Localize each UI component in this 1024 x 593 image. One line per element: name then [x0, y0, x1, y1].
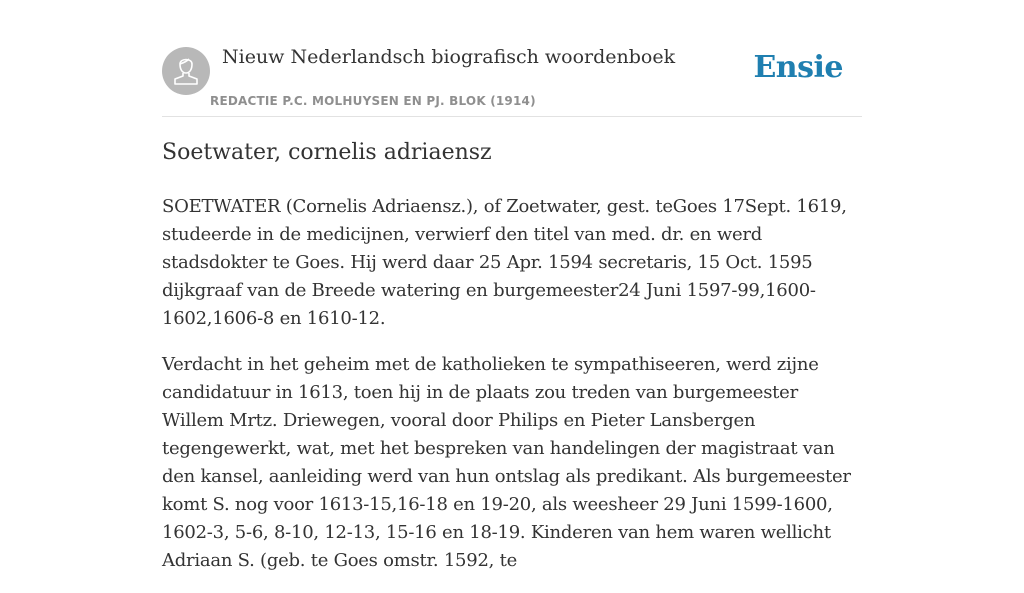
entry-body	[162, 193, 862, 593]
entry-paragraph: SOETWATER (Cornelis Adriaensz.), of Zoetwater, gest. teGoes 17Sept. 1619, studeerde in de medicijnen, verwierf den titel van med. dr. en werd stadsdokter te Goes. Hij werd daar 25 Apr. 1594 secretaris, 15 Oct. 1595 dijkgraaf van de Breede watering en burgemeester24 Juni 1597-99,1600-1602,1606-8 en 1610-12.	[162, 196, 847, 329]
avatar[interactable]	[162, 47, 210, 95]
entry-title: Soetwater, cornelis adriaensz	[162, 140, 492, 165]
book-editors: REDACTIE P.C. MOLHUYSEN EN PJ. BLOK (1914)	[210, 94, 536, 108]
user-icon	[162, 47, 210, 95]
book-title[interactable]: Nieuw Nederlandsch biografisch woordenboek	[222, 46, 676, 68]
entry-paragraph: Verdacht in het geheim met de katholieken te sympathiseeren, werd zijne candidatuur in 1613, toen hij in de plaats zou treden van burgemeester Willem Mrtz. Driewegen, vooral door Philips en Pieter Lansbergen tegengewerkt, wat, met het bespreken van handelingen der magistraat van den kansel, aanleiding werd van hun ontslag als predikant. Als burgemeester komt S. nog voor 1613-15,16-18 en 19-20, als weesheer 29 Juni 1599-1600, 1602-3, 5-6, 8-10, 12-13, 15-16 en 18-19. Kinderen van hem waren wellicht Adriaan S. (geb. te Goes omstr. 1592, te	[162, 354, 851, 571]
page-header	[162, 40, 862, 117]
ensie-logo[interactable]: Ensie	[753, 50, 843, 85]
